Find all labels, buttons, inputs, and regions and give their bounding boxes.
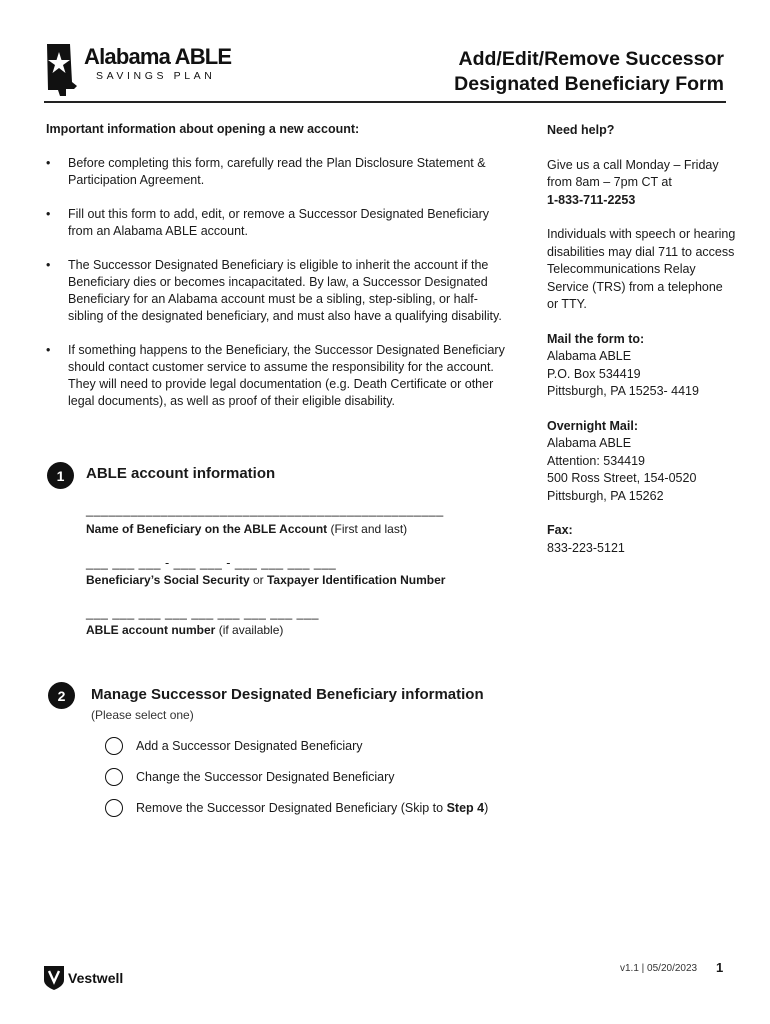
remove-successor-step-ref: Step 4 [446, 801, 485, 815]
bullet-text: Fill out this form to add, edit, or remove a Successor Designated Beneficiary from an Alabama ABLE account. [68, 207, 490, 238]
overnight-address-line: Pittsburgh, PA 15262 [547, 488, 664, 503]
bullet-text: The Successor Designated Beneficiary is eligible to inherit the account if the Beneficiary dies or becomes incapacitated. By law, a Successor Designated Beneficiary for an Alabama account must be a sibling, step-sibling, or half-sibling of the designated beneficiary, and must also have a qualifying disability. [68, 258, 502, 323]
bullet-icon: • [46, 343, 51, 357]
brand-name: Alabama ABLE [84, 44, 232, 69]
fax-number: 833-223-5121 [547, 540, 625, 555]
beneficiary-name-label-text: Name of Beneficiary on the ABLE Account [86, 522, 328, 536]
able-account-number-field[interactable]: ___ ___ ___ ___ ___ ___ ___ ___ ___ [86, 606, 319, 620]
mail-heading: Mail the form to: [547, 331, 645, 346]
section-2-title: Manage Successor Designated Beneficiary information [91, 686, 484, 703]
beneficiary-name-label [86, 522, 407, 536]
help-sidebar [547, 122, 737, 557]
section-1-title: ABLE account information [86, 465, 276, 482]
able-account-number-label [86, 623, 283, 637]
remove-successor-radio[interactable] [105, 799, 123, 817]
bullet-icon: • [46, 258, 51, 272]
form-title-line2: Designated Beneficiary Form [454, 73, 724, 95]
ssn-field[interactable]: ___ ___ ___ - ___ ___ - ___ ___ ___ ___ [86, 556, 337, 570]
form-title-line1: Add/Edit/Remove Successor [458, 48, 724, 70]
vestwell-shield-icon [44, 966, 64, 990]
bullet-text: Before completing this form, carefully read the Plan Disclosure Statement & Participation Agreement. [68, 156, 486, 187]
help-heading: Need help? [547, 123, 615, 137]
remove-successor-label [136, 801, 488, 815]
ssn-label-part2: Taxpayer Identification Number [266, 573, 446, 587]
ssn-label-part1: Beneficiary’s Social Security [86, 573, 250, 587]
remove-successor-label-text: Remove the Successor Designated Beneficiary (Skip to [136, 801, 447, 815]
overnight-address-line: Alabama ABLE [547, 436, 632, 450]
alabama-state-icon [44, 42, 82, 98]
bullet-text: If something happens to the Beneficiary, the Successor Designated Beneficiary should contact customer service to assume the responsibility for the account. They will need to provide legal documentation (e.g. Death Certificate or other legal documents), as well as proof of their eligible disability. [68, 343, 505, 408]
add-successor-label: Add a Successor Designated Beneficiary [136, 739, 363, 753]
ssn-label-or: or [249, 573, 267, 587]
section-1-number-badge: 1 [47, 462, 74, 489]
change-successor-radio[interactable] [105, 768, 123, 786]
add-successor-radio[interactable] [105, 737, 123, 755]
option-change-successor[interactable] [105, 768, 394, 786]
call-text: Give us a call Monday – Friday from 8am – 7pm CT at [547, 157, 719, 189]
able-account-number-label-note: (if available) [215, 623, 284, 637]
bullet-icon: • [46, 207, 51, 221]
intro-heading: Important information about opening a new account: [46, 122, 360, 136]
vestwell-logo [44, 966, 123, 990]
intro-bullet [46, 155, 512, 189]
vestwell-brand-text: Vestwell [68, 970, 124, 986]
change-successor-label: Change the Successor Designated Beneficiary [136, 770, 395, 784]
remove-successor-label-close: ) [484, 801, 489, 815]
phone-number[interactable]: 1-833-711-2253 [547, 192, 636, 207]
header-divider [44, 101, 726, 103]
form-version: v1.1 | 05/20/2023 [620, 963, 698, 974]
page-number: 1 [716, 960, 724, 975]
intro-bullet [46, 257, 512, 325]
form-title [454, 47, 724, 97]
option-add-successor[interactable] [105, 737, 363, 755]
section-2-note: (Please select one) [91, 708, 194, 722]
overnight-address-line: Attention: 534419 [547, 453, 645, 468]
bullet-icon: • [46, 156, 51, 170]
option-remove-successor[interactable] [105, 799, 488, 817]
overnight-heading: Overnight Mail: [547, 418, 638, 433]
intro-bullet-list [46, 155, 512, 427]
intro-bullet [46, 342, 512, 410]
mail-address-line: Pittsburgh, PA 15253- 4419 [547, 384, 699, 398]
mail-address-line: P.O. Box 534419 [547, 366, 641, 381]
beneficiary-name-label-note: (First and last) [327, 522, 408, 536]
overnight-address-line: 500 Ross Street, 154-0520 [547, 471, 697, 485]
ssn-label [86, 573, 445, 587]
mail-address-line: Alabama ABLE [547, 349, 632, 363]
able-account-number-label-text: ABLE account number [86, 623, 216, 637]
brand-subtitle: SAVINGS PLAN [96, 70, 216, 82]
intro-bullet [46, 206, 512, 240]
trs-text: Individuals with speech or hearing disabilities may dial 711 to access Telecommunications Relay Service (TRS) from a telephone or TTY. [547, 227, 736, 311]
section-2-number-badge: 2 [48, 682, 75, 709]
beneficiary-name-field[interactable]: ________________________________________________ [86, 503, 444, 517]
fax-heading: Fax: [547, 523, 573, 537]
